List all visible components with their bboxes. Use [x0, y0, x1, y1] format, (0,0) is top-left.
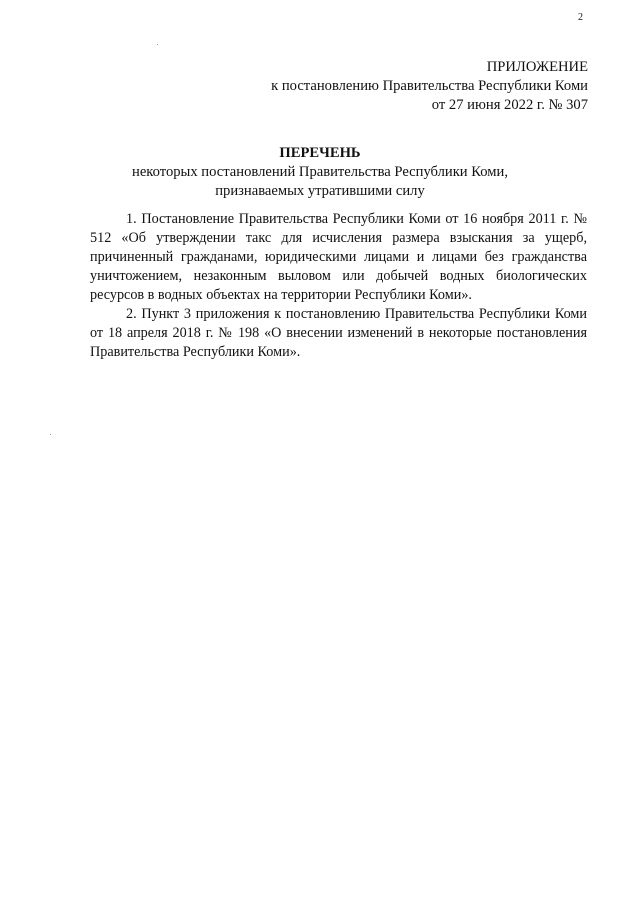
appendix-line-1: к постановлению Правительства Республики Коми: [271, 78, 588, 94]
heading-subtitle-line-1: некоторых постановлений Правительства Республики Коми,: [132, 164, 508, 180]
list-item-1: [90, 210, 587, 305]
list-item-2: [90, 305, 587, 362]
list-item-2-text: 2. Пункт 3 приложения к постановлению Правительства Республики Коми от 18 апреля 2018 г. № 198 «О внесении изменений в некоторые постановления Правительства Республики Коми».: [90, 306, 587, 360]
appendix-line-2: от 27 июня 2022 г. № 307: [431, 97, 588, 113]
page-number: 2: [578, 12, 583, 23]
heading-title: ПЕРЕЧЕНЬ: [279, 145, 361, 161]
appendix-label: ПРИЛОЖЕНИЕ: [486, 59, 588, 75]
scan-speck: [157, 44, 158, 45]
document-heading: [52, 144, 588, 201]
list-item-1-text: 1. Постановление Правительства Республики Коми от 16 ноября 2011 г. № 512 «Об утверждении такс для исчисления размера взыскания за ущерб, причиненный гражданами, юридическими лицами и лицами без гражданства уничтожением, незаконным выловом или добычей водных биологических ресурсов в водных объектах на территории Республики Коми».: [90, 211, 587, 303]
heading-subtitle-line-2: признаваемых утратившими силу: [215, 183, 425, 199]
appendix-block: [168, 58, 588, 115]
scan-speck: [50, 434, 51, 435]
